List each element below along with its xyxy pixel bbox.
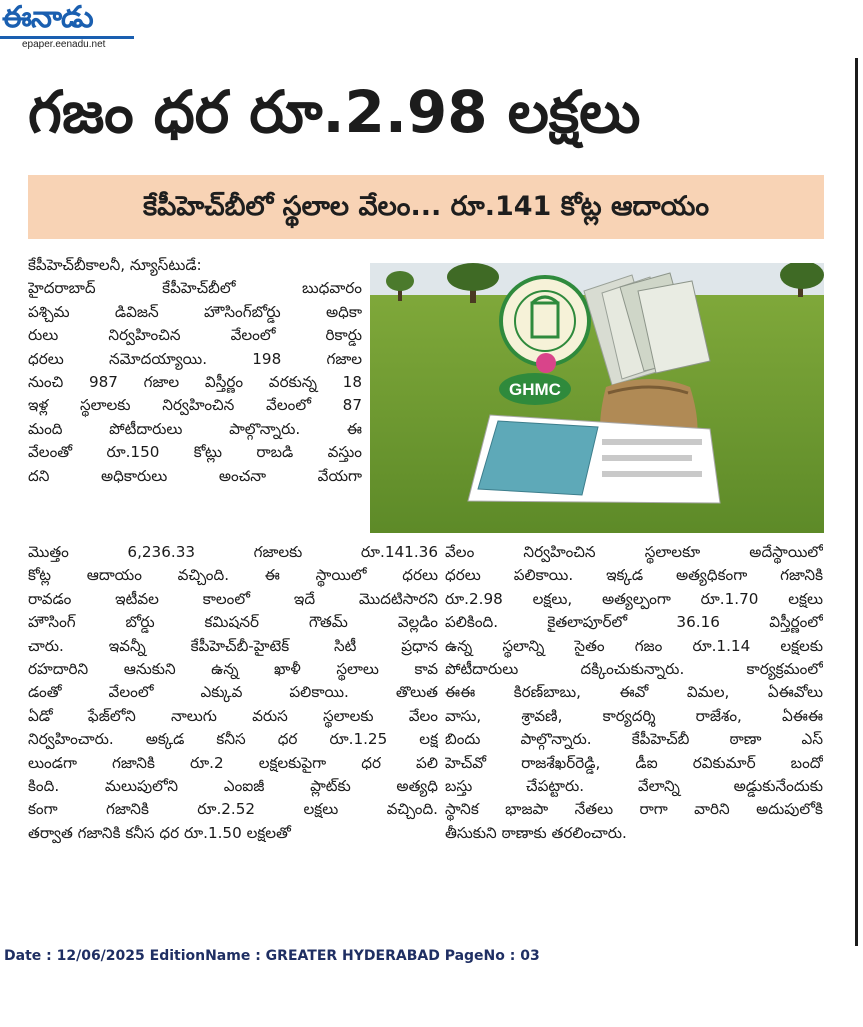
text-line: వేలం నిర్వహించిన స్థలాలకూ అదేస్థాయిలో [445, 543, 823, 561]
text-line: ఏడో ఫేజ్‌లోని నాలుగు వరుస స్థలాలకు వేలం [28, 706, 438, 725]
photo-illustration [370, 263, 824, 533]
text-line: కింది. మలుపులోని ఎంఐజీ ప్లాట్‌కు అత్యధి [28, 776, 438, 795]
text-line: నిర్వహించారు. అక్కడ కనీస ధర రూ.1.25 లక్ష [28, 730, 438, 749]
text-line: వేలంతో రూ.150 కోట్లు రాబడి వస్తుం [28, 443, 362, 462]
text-line: హైదరాబాద్ కేపీహెచ్‌బీలో బుధవారం [28, 279, 362, 298]
ghmc-badge-label: GHMC [509, 380, 561, 399]
page-edge-rule [855, 58, 858, 946]
text-line: రహదారిని ఆనుకుని ఉన్న ఖాళీ స్థలాలు కావ [28, 659, 438, 678]
text-line: తీసుకుని ఠాణాకు తరలించారు. [445, 823, 627, 842]
text-line: వాసు, శ్రావణి, కార్యదర్శి రాజేశం, ఏఈఈ [445, 706, 823, 725]
text-line: మంది పోటీదారులు పాల్గొన్నారు. ఈ [28, 419, 362, 438]
text-line: కేపీహెచ్‌బీకాలనీ, న్యూస్‌టుడే: [28, 256, 202, 274]
article-photo [370, 263, 824, 533]
article-subheadline: కేపీహెచ్‌బీలో స్థలాల వేలం... రూ.141 కోట్ల ఆదాయం [28, 175, 824, 239]
text-line: బస్తు చేపట్టారు. వేలాన్ని అడ్డుకునేందుకు [445, 776, 823, 795]
article-column-left-lower [28, 541, 438, 845]
text-line: హౌసింగ్ బోర్డు కమిషనర్ గౌతమ్ వెల్లడిం [28, 613, 438, 632]
text-line: ఉన్న స్థలాన్ని సైతం గజం రూ.1.14 లక్షలకు [445, 636, 823, 655]
text-line: ఇళ్ల స్థలాలకు నిర్వహించిన వేలంలో 87 [28, 396, 362, 415]
emblem-icon [501, 277, 589, 365]
text-line: లుండగా గజానికి రూ.2 లక్షలకుపైగా ధర పలి [28, 753, 438, 772]
text-line: రావడం ఇటీవల కాలంలో ఇదే మొదటిసారని [28, 589, 438, 608]
text-line: కంగా గజానికి రూ.2.52 లక్షలు వచ్చింది. [28, 800, 438, 819]
text-line: పలికింది. కైతలాపూర్‌లో 36.16 విస్తీర్ణంలో [445, 613, 823, 632]
text-line: చారు. ఇవన్నీ కేపీహెచ్‌బీ-హైటెక్ సిటీ ప్రధాన [28, 636, 438, 655]
text-line: ధరలు నమోదయ్యాయి. 198 గజాల [28, 349, 362, 368]
text-line: తర్వాత గజానికి కనీస ధర రూ.1.50 లక్షలతో [28, 823, 291, 842]
page-footer: Date : 12/06/2025 EditionName : GREATER HYDERABAD PageNo : 03 [4, 948, 540, 964]
text-line: నుంచి 987 గజాల విస్తీర్ణం వరకున్న 18 [28, 372, 362, 391]
text-line: స్థానిక భాజపా నేతలు రాగా వారిని అదుపులోకి [445, 800, 823, 819]
article-column-right [445, 541, 823, 845]
text-line: దని అధికారులు అంచనా వేయగా [28, 466, 362, 485]
logo-url: epaper.eenadu.net [22, 39, 106, 50]
text-line: ధరలు పలికాయి. ఇక్కడ అత్యధికంగా గజానికి [445, 566, 823, 585]
text-line: బిందు పాల్గొన్నారు. కేపీహెచ్‌బీ ఠాణా ఎస్ [445, 730, 823, 749]
text-line: కోట్ల ఆదాయం వచ్చింది. ఈ స్థాయిలో ధరలు [28, 566, 438, 585]
text-line: మొత్తం 6,236.33 గజాలకు రూ.141.36 [28, 543, 438, 561]
text-line: పశ్చిమ డివిజన్ హౌసింగ్‌బోర్డు అధికా [28, 302, 362, 321]
article-column-left [28, 254, 362, 488]
property-document-icon [468, 415, 720, 503]
text-line: హెచ్‌వో రాజశేఖర్‌రెడ్డి, డీఐ రవికుమార్ బందో [445, 753, 823, 772]
masthead-logo [0, 0, 150, 56]
article-headline: గజం ధర రూ.2.98 లక్షలు [28, 78, 641, 146]
text-line: ఈఈ కిరణ్‌బాబు, ఈవో విమల, ఏఈవోలు [445, 683, 823, 702]
text-line: పోటీదారులు దక్కించుకున్నారు. కార్యక్రమంలో [445, 659, 823, 678]
logo-wordmark: ఈనాడు [2, 0, 93, 35]
text-line: రూ.2.98 లక్షలు, అత్యల్పంగా రూ.1.70 లక్షలు [445, 589, 823, 608]
text-line: డంతో వేలంలో ఎక్కువ పలికాయి. తొలుత [28, 683, 438, 702]
text-line: రులు నిర్వహించిన వేలంలో రికార్డు [28, 326, 362, 345]
